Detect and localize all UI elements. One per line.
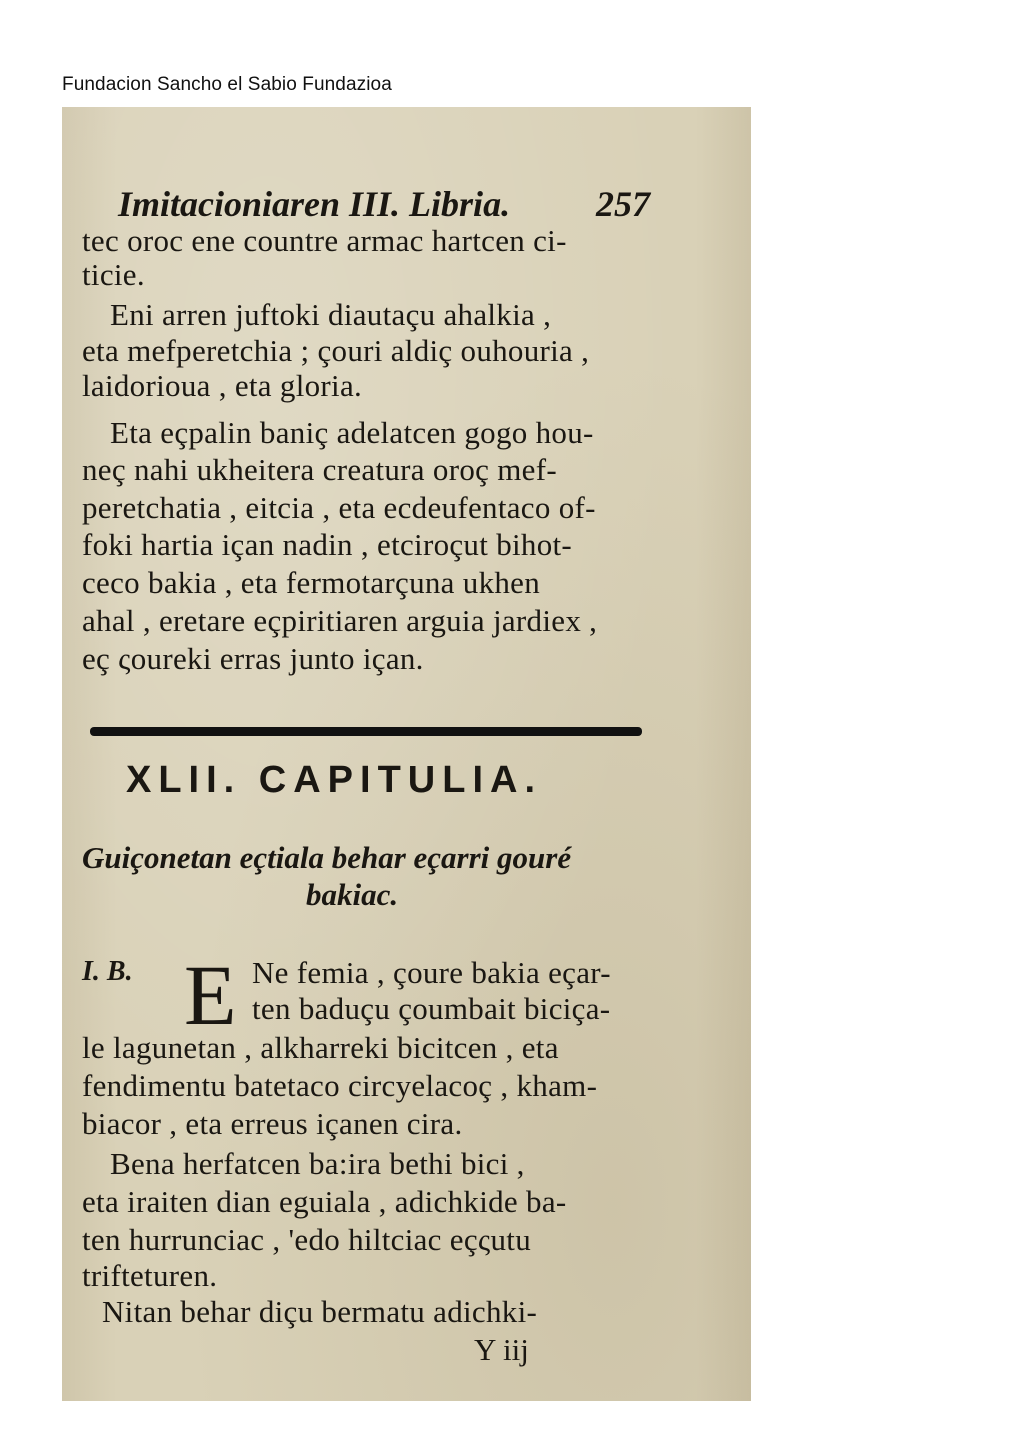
drop-cap: E xyxy=(184,947,237,1043)
text-line: ceco bakia , eta fermotarçuna ukhen xyxy=(82,565,541,600)
running-head xyxy=(118,183,650,225)
text-line: Bena herfatcen ba:ira bethi bici , xyxy=(110,1146,525,1181)
running-head-title: Imitacioniaren III. Libria. xyxy=(118,184,511,224)
text-line: peretchatia , eitcia , eta ecdeufentaco of- xyxy=(82,490,596,525)
text-line: Eni arren juftoki diautaçu ahalkia , xyxy=(110,297,552,332)
text-line: le lagunetan , alkharreki bicitcen , eta xyxy=(82,1030,559,1065)
text-line: eta iraiten dian eguiala , adichkide ba- xyxy=(82,1184,567,1219)
chapter-subtitle: bakiac. xyxy=(306,877,399,912)
watermark: Fundacion Sancho el Sabio Fundazioa xyxy=(62,74,392,95)
text-line: ten hurrunciac , 'edo hiltciac eçςutu xyxy=(82,1222,531,1257)
text-line: neç nahi ukheitera creatura oroç mef- xyxy=(82,452,557,487)
text-line: Eta eçpalin baniç adelatcen gogo hou- xyxy=(110,415,594,450)
text-line: biacor , eta erreus içanen cira. xyxy=(82,1106,463,1141)
text-line: laidorioua , eta gloria. xyxy=(82,368,363,403)
text-line: tec oroc ene countre armac hartcen ci- xyxy=(82,223,567,258)
text-line: eta mefperetchia ; çouri aldiç ouhouria , xyxy=(82,333,590,368)
page-number: 257 xyxy=(596,184,650,224)
text-line: Nitan behar diçu bermatu adichki- xyxy=(102,1294,538,1329)
text-line: ahal , eretare eçpiritiaren arguia jardiex , xyxy=(82,603,598,638)
chapter-rule xyxy=(90,727,642,736)
text-line: fendimentu batetaco circyelacoç , kham- xyxy=(82,1068,598,1103)
text-line: ticie. xyxy=(82,257,145,292)
signature-mark: Y iij xyxy=(474,1332,529,1367)
text-line: Ne femia , çoure bakia eçar- xyxy=(252,955,611,990)
book-page xyxy=(62,107,751,1401)
text-line: foki hartia içan nadin , etciroçut bihot- xyxy=(82,527,573,562)
text-line: trifteturen. xyxy=(82,1258,218,1293)
text-line: ten baduçu çoumbait biciça- xyxy=(252,991,611,1026)
chapter-heading: XLII. CAPITULIA. xyxy=(126,759,542,801)
text-line: eç ςoureki erras junto içan. xyxy=(82,641,424,676)
verse-mark: I. B. xyxy=(82,956,133,987)
chapter-subtitle: Guiçonetan eçtiala behar eçarri gouré xyxy=(82,840,572,875)
